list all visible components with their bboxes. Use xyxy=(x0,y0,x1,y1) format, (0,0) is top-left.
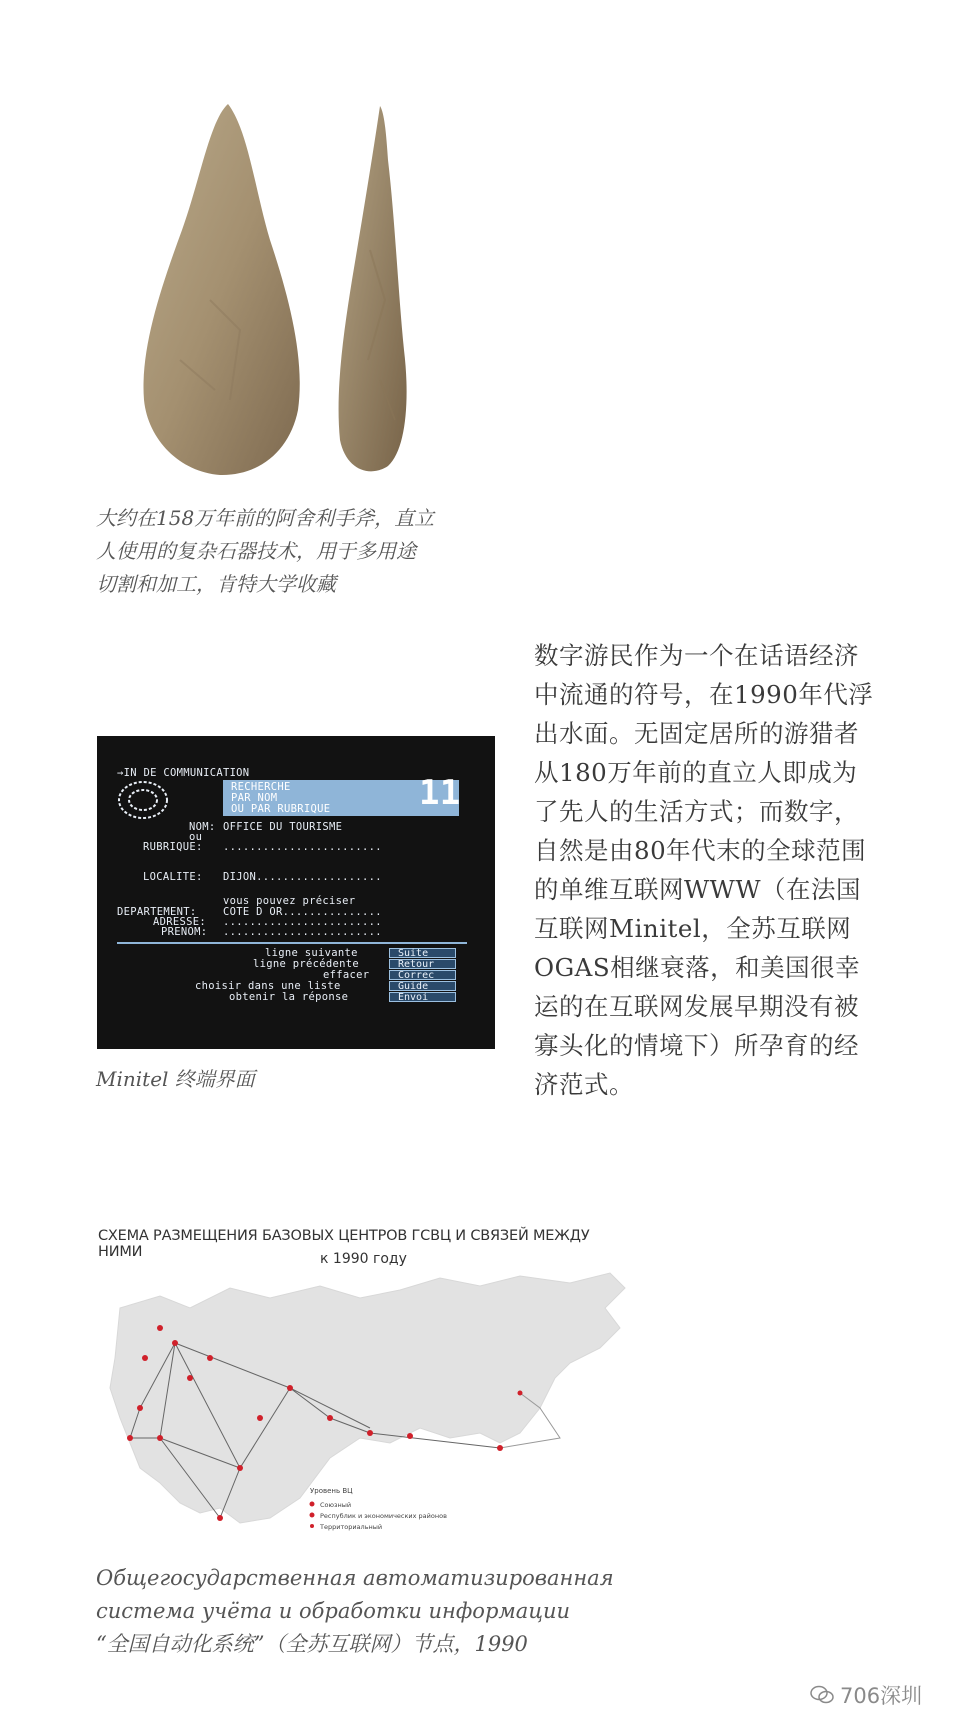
minitel-field-label: PRENOM: xyxy=(161,926,208,938)
minitel-divider xyxy=(117,942,467,944)
wechat-icon xyxy=(810,1685,834,1705)
minitel-action-label: effacer xyxy=(323,969,370,981)
hand-axe-narrow xyxy=(339,106,407,471)
minitel-key-suite: Suite xyxy=(389,948,456,958)
ogas-caption-line: “全国自动化系统”（全苏互联网）节点，1990 xyxy=(96,1632,528,1656)
minitel-logo-icon xyxy=(117,778,173,822)
legend-item: Территориальный xyxy=(320,1523,383,1531)
watermark-text: 706深圳 xyxy=(840,1684,923,1708)
minitel-box-line: RECHERCHE xyxy=(231,781,291,793)
minitel-action-label: ligne précédente xyxy=(253,958,359,970)
minitel-screen xyxy=(97,736,495,1049)
minitel-caption: Minitel 终端界面 xyxy=(96,1067,255,1091)
ogas-caption xyxy=(96,1562,656,1661)
hand-axe-large xyxy=(143,104,299,475)
axes-caption-line: 切割和加工，肯特大学收藏 xyxy=(96,572,336,596)
minitel-field-value: OFFICE DU TOURISME xyxy=(223,821,343,833)
minitel-field-label: ADRESSE: xyxy=(153,916,206,928)
map-legend xyxy=(310,1487,448,1531)
axes-caption xyxy=(96,502,496,601)
minitel-key-retour: Retour xyxy=(389,959,456,969)
minitel-key-envoi: Envoi xyxy=(389,992,456,1002)
legend-item: Союзный xyxy=(320,1501,352,1509)
minitel-box-line: PAR NOM xyxy=(231,792,278,804)
minitel-field-label: DEPARTEMENT: xyxy=(117,906,197,918)
minitel-page-number: 11 xyxy=(419,773,461,813)
minitel-action-label: obtenir la réponse xyxy=(229,991,349,1003)
watermark xyxy=(810,1680,922,1710)
minitel-key-correc: Correc xyxy=(389,970,456,980)
body-paragraph: 数字游民作为一个在话语经济中流通的符号，在1990年代浮出水面。无固定居所的游猎者从180万年前的直立人即成为了先人的生活方式；而数字，自然是由80年代末的全球范围的单维互联网WWW（在法国互联网Minitel，全苏互联网OGAS相继衰落，和美国很幸运的在互联网发展早期没有被寡头化的情境下）所孕育的经济范式。 xyxy=(534,641,874,1099)
minitel-key-guide: Guide xyxy=(389,981,456,991)
minitel-field-value: ........................ xyxy=(223,926,382,938)
hand-axes-photo xyxy=(140,100,440,480)
minitel-field-value: COTE D OR............... xyxy=(223,906,382,918)
minitel-field-value: DIJON................... xyxy=(223,871,382,883)
minitel-field-label: vous pouvez préciser xyxy=(223,895,356,907)
minitel-header: →IN DE COMMUNICATION xyxy=(117,767,250,779)
minitel-field-value: ........................ xyxy=(223,841,382,853)
minitel-field-label: RUBRIQUE: xyxy=(143,841,203,853)
minitel-field-label: ou xyxy=(189,831,203,843)
axes-caption-line: 大约在158万年前的阿舍利手斧，直立 xyxy=(96,506,435,530)
ogas-caption-line: Общегосударственная автоматизированная xyxy=(96,1566,614,1590)
legend-item: Республик и экономических районов xyxy=(320,1512,447,1520)
map-title: СХЕМА РАЗМЕЩЕНИЯ БАЗОВЫХ ЦЕНТРОВ ГСВЦ И СВЯЗЕЙ МЕЖДУ НИМИ xyxy=(98,1228,590,1260)
minitel-field-label: NOM: xyxy=(189,821,216,833)
legend-title: Уровень ВЦ xyxy=(310,1487,353,1495)
ussr-network-map xyxy=(100,1268,630,1538)
minitel-action-label: choisir dans une liste xyxy=(195,980,341,992)
axes-caption-line: 人使用的复杂石器技术，用于多用途 xyxy=(96,539,416,563)
ussr-landmass xyxy=(110,1273,625,1523)
map-subtitle: к 1990 году xyxy=(320,1251,407,1267)
minitel-action-label: ligne suivante xyxy=(265,947,358,959)
minitel-field-value: ........................ xyxy=(223,916,382,928)
minitel-box-line: OU PAR RUBRIQUE xyxy=(231,803,331,815)
minitel-field-label: LOCALITE: xyxy=(143,871,203,883)
ogas-caption-line: система учёта и обработки информации xyxy=(96,1599,571,1623)
